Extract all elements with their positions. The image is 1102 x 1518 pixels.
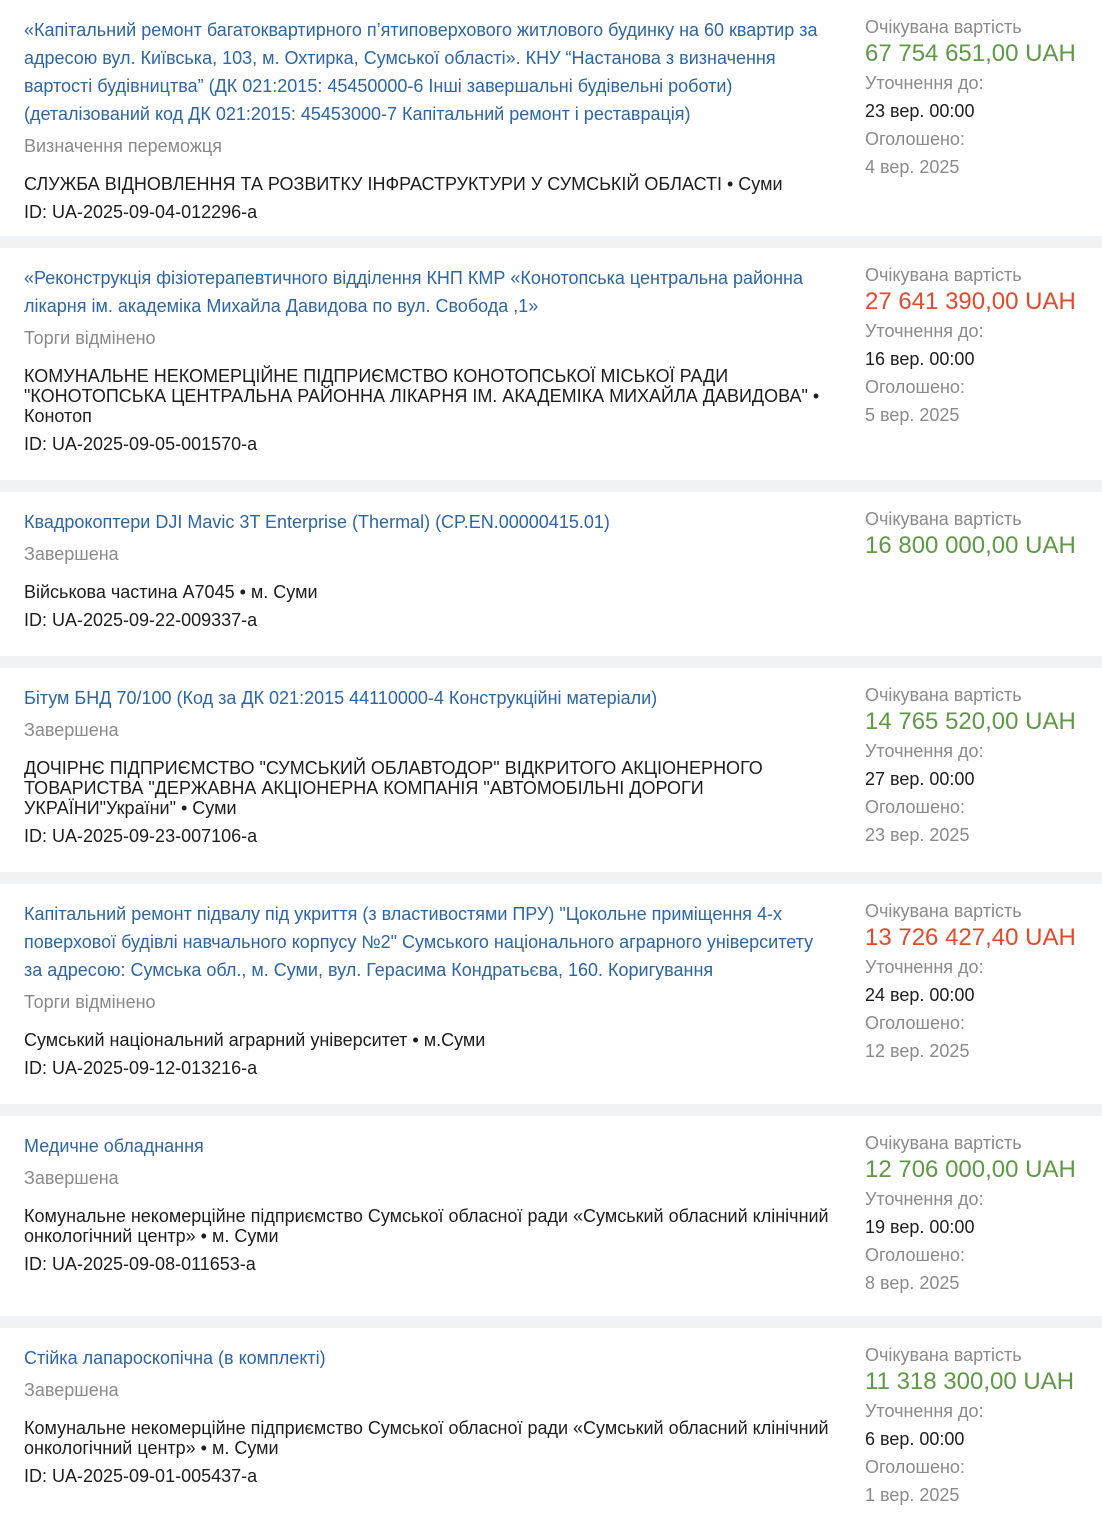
tender-id: ID: UA-2025-09-04-012296-a	[24, 202, 258, 222]
announced-label: Оголошено:	[865, 377, 965, 397]
tender-status: Завершена	[24, 1168, 119, 1188]
tender-organization: Сумський національний аграрний університет • м.Суми	[24, 1030, 486, 1050]
tender-status: Торги відмінено	[24, 328, 156, 348]
tender-id: ID: UA-2025-09-01-005437-a	[24, 1466, 258, 1486]
expected-value-label: Очікувана вартість	[865, 1345, 1022, 1365]
clarification-label: Уточнення до:	[865, 73, 984, 93]
expected-value-label: Очікувана вартість	[865, 509, 1022, 529]
tender-id: ID: UA-2025-09-23-007106-a	[24, 826, 258, 846]
tender-card	[0, 248, 1102, 480]
tender-id: ID: UA-2025-09-12-013216-a	[24, 1058, 258, 1078]
expected-value-amount: 14 765 520,00 UAH	[865, 708, 1076, 735]
tender-meta	[865, 505, 1095, 561]
tender-info	[24, 508, 834, 630]
tender-card	[0, 1116, 1102, 1316]
expected-value-label: Очікувана вартість	[865, 901, 1022, 921]
tender-status: Визначення переможця	[24, 136, 222, 156]
tender-organization: ДОЧІРНЄ ПІДПРИЄМСТВО "СУМСЬКИЙ ОБЛАВТОДОР" ВІДКРИТОГО АКЦІОНЕРНОГО ТОВАРИСТВА "ДЕРЖАВНА АКЦІОНЕРНА КОМПАНІЯ "АВТОМОБІЛЬНІ ДОРОГИ УКРАЇНИ"України" • Суми	[24, 758, 763, 818]
tender-card	[0, 1328, 1102, 1518]
tender-meta	[865, 681, 1095, 849]
announced-date: 23 вер. 2025	[865, 825, 970, 845]
clarification-label: Уточнення до:	[865, 1401, 984, 1421]
expected-value-amount: 27 641 390,00 UAH	[865, 288, 1076, 315]
clarification-label: Уточнення до:	[865, 1189, 984, 1209]
tender-meta	[865, 13, 1095, 181]
announced-label: Оголошено:	[865, 1245, 965, 1265]
tender-info	[24, 16, 834, 222]
announced-label: Оголошено:	[865, 797, 965, 817]
announced-label: Оголошено:	[865, 1457, 965, 1477]
clarification-date: 6 вер. 00:00	[865, 1429, 965, 1449]
tender-title-link[interactable]: Медичне обладнання	[24, 1136, 204, 1156]
clarification-date: 16 вер. 00:00	[865, 349, 975, 369]
expected-value-amount: 12 706 000,00 UAH	[865, 1156, 1076, 1183]
expected-value-amount: 16 800 000,00 UAH	[865, 532, 1076, 559]
tender-id: ID: UA-2025-09-05-001570-a	[24, 434, 258, 454]
expected-value-amount: 13 726 427,40 UAH	[865, 924, 1076, 951]
announced-label: Оголошено:	[865, 129, 965, 149]
expected-value-label: Очікувана вартість	[865, 1133, 1022, 1153]
clarification-date: 27 вер. 00:00	[865, 769, 975, 789]
announced-date: 1 вер. 2025	[865, 1485, 960, 1505]
tender-status: Завершена	[24, 544, 119, 564]
clarification-label: Уточнення до:	[865, 321, 984, 341]
tender-organization: Комунальне некомерційне підприємство Сумської обласної ради «Сумський обласний клінічний онкологічний центр» • м. Суми	[24, 1206, 829, 1246]
expected-value-amount: 11 318 300,00 UAH	[865, 1368, 1075, 1395]
tender-id: ID: UA-2025-09-08-011653-a	[24, 1254, 256, 1274]
announced-date: 12 вер. 2025	[865, 1041, 970, 1061]
tender-meta	[865, 261, 1095, 429]
expected-value-label: Очікувана вартість	[865, 265, 1022, 285]
clarification-date: 23 вер. 00:00	[865, 101, 975, 121]
clarification-date: 19 вер. 00:00	[865, 1217, 975, 1237]
expected-value-label: Очікувана вартість	[865, 17, 1022, 37]
tender-info	[24, 1132, 834, 1274]
tender-organization: Військова частина А7045 • м. Суми	[24, 582, 318, 602]
tender-info	[24, 1344, 834, 1486]
tender-card	[0, 668, 1102, 872]
tender-organization: СЛУЖБА ВІДНОВЛЕННЯ ТА РОЗВИТКУ ІНФРАСТРУКТУРИ У СУМСЬКІЙ ОБЛАСТІ • Суми	[24, 174, 783, 194]
announced-date: 8 вер. 2025	[865, 1273, 960, 1293]
announced-date: 4 вер. 2025	[865, 157, 960, 177]
announced-label: Оголошено:	[865, 1013, 965, 1033]
tender-id: ID: UA-2025-09-22-009337-a	[24, 610, 258, 630]
tender-card	[0, 884, 1102, 1104]
tender-meta	[865, 1341, 1095, 1509]
tender-status: Торги відмінено	[24, 992, 156, 1012]
clarification-label: Уточнення до:	[865, 741, 984, 761]
tender-organization: КОМУНАЛЬНЕ НЕКОМЕРЦІЙНЕ ПІДПРИЄМСТВО КОНОТОПСЬКОЇ МІСЬКОЇ РАДИ "КОНОТОПСЬКА ЦЕНТРАЛЬНА РАЙОННА ЛІКАРНЯ ІМ. АКАДЕМІКА МИХАЙЛА ДАВИДОВА" • Конотоп	[24, 366, 820, 426]
expected-value-label: Очікувана вартість	[865, 685, 1022, 705]
tender-title-link[interactable]: Стійка лапароскопічна (в комплекті)	[24, 1348, 326, 1368]
tender-info	[24, 684, 834, 846]
tender-meta	[865, 1129, 1095, 1297]
tender-status: Завершена	[24, 1380, 119, 1400]
tender-card	[0, 0, 1102, 236]
announced-date: 5 вер. 2025	[865, 405, 960, 425]
tender-title-link[interactable]: Капітальний ремонт підвалу під укриття (з властивостями ПРУ) "Цокольне приміщення 4-х поверхової будівлі навчального корпусу №2" Сумського національного аграрного університету за адресою: Сумська обл., м. Суми, вул. Герасима Кондратьєва, 160. Коригування	[24, 904, 814, 980]
tender-status: Завершена	[24, 720, 119, 740]
expected-value-amount: 67 754 651,00 UAH	[865, 40, 1076, 67]
tender-title-link[interactable]: «Реконструкція фізіотерапевтичного відділення КНП КМР «Конотопська центральна районна лікарня ім. академіка Михайла Давидова по вул. Свобода ,1»	[24, 268, 804, 316]
tender-meta	[865, 897, 1095, 1065]
tender-card	[0, 492, 1102, 656]
clarification-date: 24 вер. 00:00	[865, 985, 975, 1005]
tender-title-link[interactable]: Квадрокоптери DJI Mavic 3T Enterprise (Thermal) (CP.EN.00000415.01)	[24, 512, 610, 532]
clarification-label: Уточнення до:	[865, 957, 984, 977]
tender-info	[24, 264, 834, 454]
tender-organization: Комунальне некомерційне підприємство Сумської обласної ради «Сумський обласний клінічний онкологічний центр» • м. Суми	[24, 1418, 829, 1458]
tender-title-link[interactable]: Бітум БНД 70/100 (Код за ДК 021:2015 44110000-4 Конструкційні матеріали)	[24, 688, 658, 708]
tender-info	[24, 900, 834, 1078]
tender-title-link[interactable]: «Капітальний ремонт багатоквартирного п’ятиповерхового житлового будинку на 60 квартир за адресою вул. Київська, 103, м. Охтирка, Сумської області». КНУ “Настанова з визначення вартості будівництва” (ДК 021:2015: 45450000-6 Інші завершальні будівельні роботи) (деталізований код ДК 021:2015: 45453000-7 Капітальний ремонт і реставрація)	[24, 20, 818, 124]
